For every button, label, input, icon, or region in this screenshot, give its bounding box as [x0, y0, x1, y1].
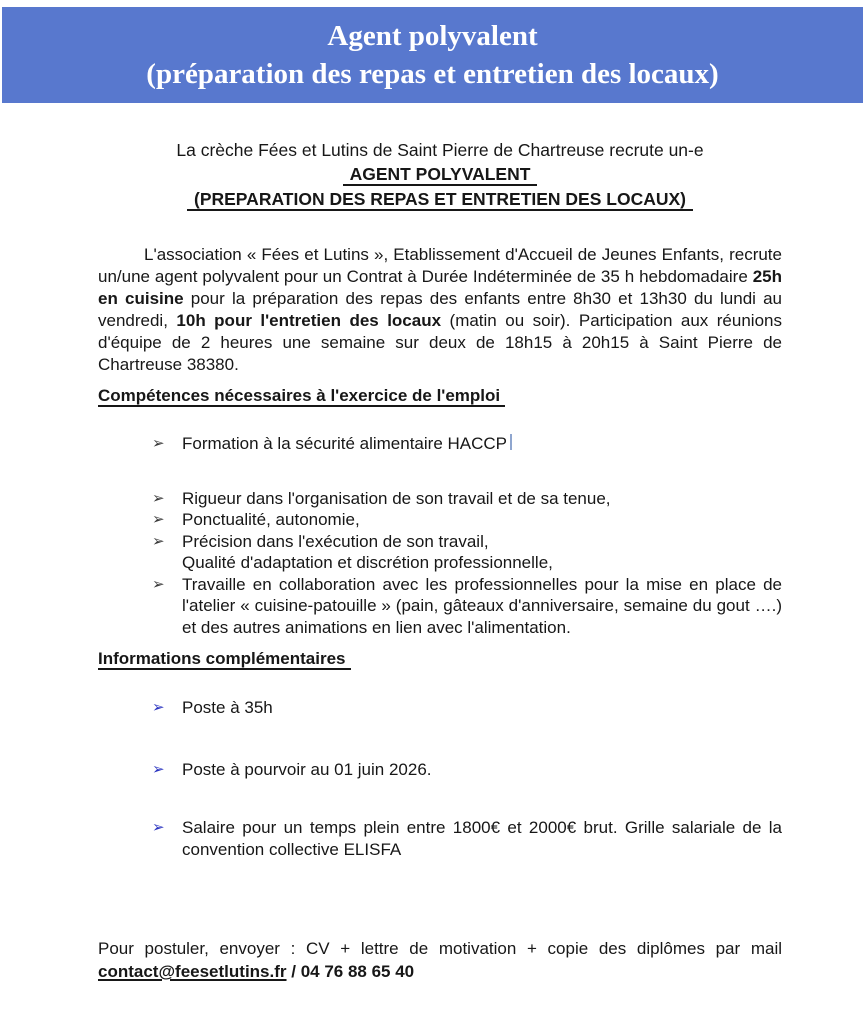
list-item: [98, 433, 782, 455]
contact-email-link[interactable]: contact@feesetlutins.fr: [98, 962, 287, 981]
contact-separator: /: [286, 962, 301, 981]
list-item-text: Poste à pourvoir au 01 juin 2026.: [182, 759, 432, 779]
list-item-text: Travaille en collaboration avec les professionnelles pour la mise en place de l'atelier « cuisine-patouille » (pain, gâteaux d'anniversaire, semaine du gout ….) et des autres animations en lien avec l'alimentation.: [182, 574, 782, 637]
arrow-bullet-icon: ➢: [152, 699, 165, 716]
apply-instructions: Pour postuler, envoyer : CV + lettre de motivation + copie des diplômes par mail: [98, 939, 782, 958]
list-item: [98, 531, 782, 553]
arrow-bullet-icon: ➢: [152, 532, 165, 550]
banner-title-line1: Agent polyvalent: [327, 20, 538, 52]
contact-phone: 04 76 88 65 40: [300, 962, 415, 981]
list-item: [98, 488, 782, 510]
competences-list: [98, 433, 782, 638]
list-item: [98, 509, 782, 531]
application-footer: [98, 938, 782, 983]
arrow-bullet-icon: ➢: [152, 760, 165, 778]
list-item-text: Rigueur dans l'organisation de son travail et de sa tenue,: [182, 488, 611, 508]
contact-line: [98, 960, 782, 983]
description-highlight-kitchen-hours: 25h en cuisine: [98, 267, 782, 308]
banner-title-line2: (préparation des repas et entretien des locaux): [146, 58, 719, 90]
list-item: [98, 697, 782, 719]
arrow-bullet-icon: ➢: [152, 489, 165, 507]
intro-job-title: AGENT POLYVALENT: [343, 164, 538, 186]
informations-list: [98, 697, 782, 860]
arrow-bullet-icon: ➢: [152, 575, 165, 593]
arrow-bullet-icon: ➢: [152, 511, 165, 528]
list-item: [98, 574, 782, 639]
section-heading-informations: Informations complémentaires: [98, 648, 782, 670]
description-segment: L'association « Fées et Lutins », Etablissement d'Accueil de Jeunes Enfants, recrute un/une agent polyvalent pour un Contrat à Durée Indéterminée de 35 h hebdomadaire: [98, 245, 782, 286]
intro-block: [98, 139, 782, 211]
description-segment: (matin ou soir). Participation aux réunions d'équipe de 2 heures une semaine sur deux de 18h15 à 20h15 à Saint Pierre de Chartreuse 38380.: [98, 311, 782, 374]
arrow-bullet-icon: ➢: [152, 435, 165, 452]
list-item-text: Ponctualité, autonomie,: [182, 510, 360, 529]
text-cursor-caret: [510, 434, 512, 450]
list-item: [98, 759, 782, 781]
arrow-bullet-icon: ➢: [152, 819, 165, 836]
list-item-text: Poste à 35h: [182, 698, 273, 717]
job-description-paragraph: [98, 244, 782, 376]
list-item-continuation: Qualité d'adaptation et discrétion professionnelle,: [182, 553, 553, 572]
job-title-banner: [2, 7, 863, 103]
intro-recruit-line: La crèche Fées et Lutins de Saint Pierre de Chartreuse recrute un-e: [176, 140, 704, 160]
list-item-text: Formation à la sécurité alimentaire HACCP: [182, 433, 782, 455]
intro-job-subtitle: (PREPARATION DES REPAS ET ENTRETIEN DES LOCAUX): [187, 189, 693, 211]
list-item: [98, 817, 782, 860]
description-highlight-cleaning-hours: 10h pour l'entretien des locaux: [176, 311, 442, 330]
description-segment: pour la préparation des repas des enfants entre 8h30 et 13h30 du lundi au vendredi,: [98, 289, 783, 330]
section-heading-competences: Compétences nécessaires à l'exercice de l'emploi: [98, 385, 782, 407]
list-item-text: Salaire pour un temps plein entre 1800€ et 2000€ brut. Grille salariale de la convention collective ELISFA: [182, 818, 782, 859]
list-item-text: Précision dans l'exécution de son travail,: [182, 531, 489, 551]
